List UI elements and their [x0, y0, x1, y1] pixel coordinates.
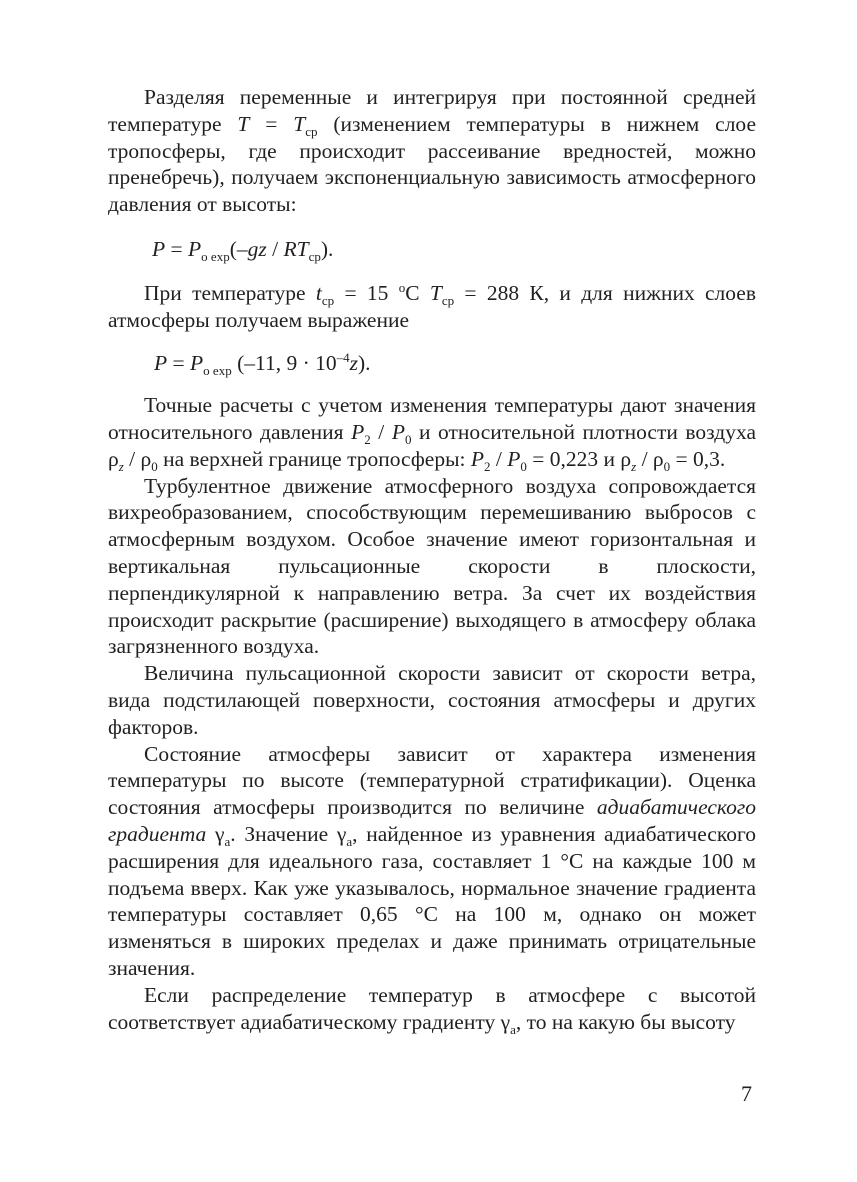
- subscript: а: [510, 1021, 516, 1037]
- page-number: 7: [741, 1081, 752, 1106]
- subscript: 2: [364, 431, 371, 447]
- text: / ρ: [123, 446, 152, 471]
- superscript: о: [398, 279, 406, 295]
- subscript: z: [118, 458, 124, 474]
- text: При температуре: [144, 280, 316, 305]
- var-t: t: [315, 280, 322, 305]
- text: = 0,3.: [670, 446, 726, 471]
- text: (–11, 9 · 10: [231, 351, 337, 376]
- var-gz: gz: [247, 236, 267, 261]
- subscript: z: [631, 458, 637, 474]
- subscript: а: [346, 833, 353, 849]
- text: ).: [357, 351, 371, 376]
- var-Tcp: T: [293, 111, 306, 136]
- text: ).: [320, 236, 334, 261]
- var-T: T: [237, 111, 250, 136]
- text: и относительной плотности воздуха ρ: [108, 419, 756, 471]
- text: /: [266, 236, 284, 261]
- text: , найденное из уравнения адиабатического расширения для идеального газа, составляет 1 °С на каждые 100 м подъема вверх. Как уже указывалось, нормальное значение градиента температуры составляет 0,65 °С на 100 м, однако он может изменяться в широких пределах и даже принимать отрицательные значения.: [108, 821, 756, 980]
- paragraph-atmosphere-state: [108, 741, 756, 982]
- var-z: z: [349, 351, 358, 376]
- paragraph-turbulence: Турбулентное движение атмосферного воздуха сопровождается вихреобразованием, способствующим перемешиванию выбросов с атмосферным воздухом. Особое значение имеют горизонтальная и вертикальная пульсационные скорости в плоскости, перпендикулярной к направлению ветра. За счет их воздействия происходит раскрытие (расширение) выходящего в атмосферу облака загрязненного воздуха.: [108, 473, 756, 659]
- var-P0: P: [391, 419, 405, 444]
- var-P2: P: [470, 446, 485, 471]
- text: = 288 К, и для нижних слоев атмосферы получаем выражение: [108, 280, 756, 332]
- var-P2: P: [351, 419, 365, 444]
- text: Точные расчеты с учетом изменения температуры дают значения относительного давления: [108, 393, 756, 444]
- subscript: 2: [484, 458, 491, 474]
- var-RT: RT: [283, 236, 309, 261]
- paragraph-temperature: [108, 280, 756, 334]
- subscript: ср: [321, 292, 335, 308]
- subscript: а: [224, 833, 231, 849]
- formula-pressure-exponential: [108, 236, 756, 263]
- text: Состояние атмосферы зависит от характера изменения температуры по высоте (температурной стратификации). Оценка состояния атмосферы производится по величине: [108, 741, 756, 820]
- subscript: ср: [305, 123, 318, 139]
- var-P: P: [154, 351, 168, 376]
- var-P0: P: [188, 236, 202, 261]
- subscript: о exp: [201, 248, 230, 264]
- paragraph-precise-calculations: [108, 392, 756, 472]
- superscript: –4: [336, 350, 350, 366]
- text: /: [490, 446, 508, 471]
- subscript: 0: [520, 458, 527, 474]
- formula-pressure-lower-layers: [108, 350, 756, 377]
- subscript: 0: [151, 458, 158, 474]
- subscript: ср: [308, 248, 321, 264]
- italic-term: адиабатического градиента: [108, 795, 756, 846]
- text: =: [167, 351, 191, 376]
- subscript: ср: [441, 292, 455, 308]
- var-P: P: [152, 236, 166, 261]
- text: (–: [229, 236, 248, 261]
- var-P0: P: [190, 351, 204, 376]
- paragraph-pulsation-speed: Величина пульсационной скорости зависит от скорости ветра, вида подстилающей поверхности, состояния атмосферы и других факторов.: [108, 661, 756, 739]
- text: γ: [206, 821, 225, 846]
- text: =: [249, 111, 294, 136]
- paragraph-integration: [108, 84, 756, 218]
- text: / ρ: [636, 446, 664, 471]
- text: = 15: [334, 280, 399, 305]
- subscript: о exp: [203, 363, 232, 379]
- var-T: T: [429, 280, 442, 305]
- text: /: [370, 419, 392, 444]
- page-body: [108, 84, 756, 1035]
- paragraph-temperature-distribution: [108, 982, 756, 1036]
- text: = 0,223 и ρ: [526, 446, 632, 471]
- text: С: [405, 280, 430, 305]
- text: , то на какую бы высоту: [515, 1009, 736, 1034]
- text: на верхней границе тропосферы:: [157, 446, 471, 471]
- subscript: 0: [404, 431, 412, 447]
- text: Если распределение температур в атмосфере с высотой соответствует адиабатическому градиенту γ: [108, 982, 756, 1034]
- text: Разделяя переменные и интегрируя при постоянной средней температуре: [108, 85, 756, 136]
- text: =: [165, 236, 189, 261]
- text: . Значение γ: [230, 821, 347, 846]
- subscript: 0: [663, 458, 671, 474]
- text: (изменением температуры в нижнем слое тропосферы, где происходит рассеивание вредностей, можно пренебречь), получаем экспоненциальную зависимость атмосферного давления от высоты:: [108, 111, 756, 217]
- var-P0: P: [507, 446, 521, 471]
